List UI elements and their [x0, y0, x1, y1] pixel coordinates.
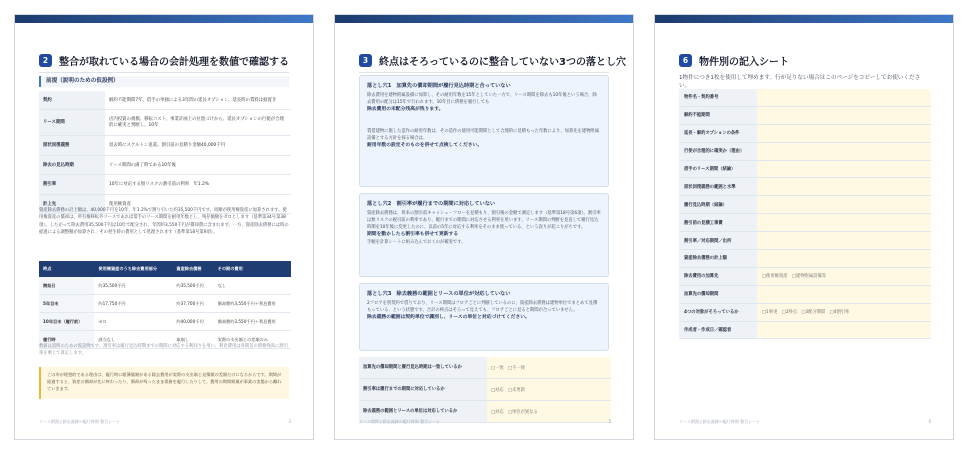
footnote: 数値は説明のための仮設例です。割引率は履行見込時期までの期間に対応する利回りを用い、利息費用は各期首の債務残高に割引率を乗じて算定します。 [39, 344, 288, 357]
form-row [679, 250, 931, 268]
checklist-row [359, 379, 611, 401]
title-divider [359, 72, 609, 73]
form-input-field[interactable] [757, 321, 931, 339]
form-label: 資産除去債務の計上額 [679, 250, 757, 268]
assumption-label: 計上先 [39, 194, 105, 213]
form-label: 割引率／対応期間／出所 [679, 232, 757, 250]
document-page-2 [334, 14, 634, 440]
table-cell: 約37,700千円 [172, 295, 213, 313]
assumption-value: 店内投資の規模、移転コスト、事業計画上の位置づけから、延長オプションの行使が合理的に確実と判断し、10年 [105, 109, 291, 135]
page-number: 5 [608, 419, 611, 424]
column-header: その期の費用 [214, 261, 291, 277]
form-row [679, 124, 931, 142]
table-cell: 10年目末（履行前） [39, 313, 94, 331]
form-row [679, 142, 931, 160]
assumption-value: 10年に対応する無リスクの割引前の利率 年1.2% [105, 174, 291, 194]
column-header: 時点 [39, 261, 94, 277]
assumption-table [39, 91, 291, 214]
form-row [679, 232, 931, 250]
form-input-field[interactable] [757, 196, 931, 214]
pitfall-emphasis: 除去義務の範囲は契約単位で識別し、リースの単位と対応づけてください。 [367, 315, 530, 320]
page-number: 3 [288, 419, 291, 424]
form-input-field[interactable]: □使用権資産 □建物附属設備等 [757, 267, 931, 285]
table-cell: 該当なし [94, 331, 172, 349]
form-label: 除去費用の加算先 [679, 267, 757, 285]
table-cell: ゼロ [94, 313, 172, 331]
pitfall-emphasis: 除去費用の未配分残高が残ります。 [367, 107, 444, 112]
pitfall-emphasis: 耐用年数の設定そのものを併せて点検してください。 [367, 143, 483, 148]
table-cell: 約17,750千円 [94, 295, 172, 313]
section-heading: 前提（説明のための仮設例） [39, 76, 289, 87]
page-title [359, 53, 626, 68]
table-cell: 履行時 [39, 331, 94, 349]
pitfall-text: 手順を計算シートに組み込んでおくのが確実です。 [367, 240, 466, 245]
checklist-answer-field[interactable]: □対応 □単位が異なる [487, 401, 611, 423]
form-label: 作成者・作成日／確認者 [679, 321, 757, 339]
page-title-text: 整合が取れている場合の会計処理を数値で確認する [59, 57, 289, 68]
form-label: 原状回復義務の範囲と水準 [679, 178, 757, 196]
pitfall-text: 資産除去債務は、将来の割引前キャッシュ・フローを見積もり、割引後の金額で測定します（基準第18号第6項）。割引率は無リスクの税引前の利率であり、履行までの期間に対応させる利率を用います。リース期間の判断を見直して履行見込時期を10年後に変更したのに、以前の5年に対応する利率をそのまま使っている、という誤りが起こりがちです。 [367, 211, 601, 230]
footer-text: リース期間と除去義務の履行時期 整合シート [39, 419, 121, 424]
pitfall-heading: 落とし穴3 除去義務の範囲とリースの単位が対応していない [367, 291, 511, 297]
form-label: 割引前の見積工事費 [679, 214, 757, 232]
assumption-row [39, 109, 291, 135]
table-row [39, 277, 291, 295]
table-cell: 開始日 [39, 277, 94, 295]
document-page-1 [14, 14, 314, 440]
page-footer [359, 419, 611, 425]
table-cell: 約35,500千円 [94, 277, 172, 295]
form-input-field[interactable] [757, 124, 931, 142]
comparison-table [39, 261, 291, 349]
page-header-bar [655, 15, 953, 23]
assumption-label: 割引率 [39, 174, 105, 194]
assumption-row [39, 174, 291, 194]
form-input-field[interactable] [757, 178, 931, 196]
form-row [679, 178, 931, 196]
form-label: 加算先の償却期間 [679, 285, 757, 303]
checklist-question: 除去義務の範囲とリースの単位は対応しているか [359, 401, 487, 423]
form-input-field[interactable] [757, 232, 931, 250]
checklist-row [359, 357, 611, 379]
form-label: 物件名・契約番号 [679, 89, 757, 106]
page-title-text: 終点はそろっているのに整合していない3つの落とし穴 [379, 57, 626, 68]
document-page-3 [654, 14, 954, 440]
assumption-value: 使用権資産 [105, 194, 291, 213]
column-header: 使用権資産のうち除去費用部分 [94, 261, 172, 277]
form-label: 4つの対象がそろっているか [679, 303, 757, 321]
page-footer [679, 419, 931, 425]
checklist-question: 割引率は履行までの期間に対応しているか [359, 379, 487, 401]
table-cell: なし [214, 277, 291, 295]
property-form-table [679, 89, 931, 339]
assumption-label: リース期間 [39, 109, 105, 135]
form-row [679, 89, 931, 106]
form-input-field[interactable] [757, 214, 931, 232]
form-row [679, 160, 931, 178]
page-title [679, 53, 943, 68]
pitfall-text: 賃借建物に施した造作の耐用年数は、その造作の使用可能期間として合理的に見積もった年数により、加算先を建物附属設備とする方針を採る場合は、 [367, 129, 600, 141]
section-number-badge: 3 [359, 54, 372, 67]
assumption-label: 原状回復義務 [39, 135, 105, 155]
title-divider [39, 72, 289, 73]
form-input-field[interactable] [757, 285, 931, 303]
table-cell: 5年目末 [39, 295, 94, 313]
form-row [679, 303, 931, 321]
table-cell: 償却費約3,550千円＋利息費用 [214, 295, 291, 313]
form-row [679, 267, 931, 285]
table-row [39, 295, 291, 313]
table-cell: 取崩し [172, 331, 213, 349]
checklist-table [359, 357, 611, 423]
page-title-text: 物件別の記入シート [699, 57, 789, 68]
footer-text: リース期間と除去義務の履行時期 整合シート [679, 419, 761, 424]
form-row [679, 106, 931, 124]
page-number: 6 [928, 419, 931, 424]
section-number-badge: 2 [39, 54, 52, 67]
pitfall-card-2 [359, 193, 609, 277]
assumption-row [39, 155, 291, 174]
pitfall-card-1 [359, 75, 609, 187]
assumption-row [39, 91, 291, 109]
page-footer [39, 419, 291, 425]
form-label: 解約不能期間 [679, 106, 757, 124]
explanation-paragraph: 資産除去債務の計上額は、40,000千円を10年、年1.2%で割り引いた約35,500千円です。同額が使用権資産に加算されます。使用権資産の償却は、所有権移転外リースであれば借手のリース期間を耐用年数とし、残存価額をゼロとします（基準第34号第38項）。したがって除去費用35,500千円は10年で配分され、年間約3,550千円が償却費に含まれます。一方、資産除去債務には時の経過による調整額が加算され、その発生時の費用として処理されます（基準第18号第9項）。 [39, 208, 289, 235]
assumption-label: 契約 [39, 91, 105, 109]
checklist-answer-field[interactable]: □一致 □不一致 [487, 357, 611, 379]
checklist-question: 加算先の償却期間と履行見込時期は一致しているか [359, 357, 487, 379]
pitfall-heading: 落とし穴1 加算先の償却期間が履行見込時期と合っていない [367, 83, 511, 89]
form-input-field[interactable] [757, 106, 931, 124]
pitfall-text: 除去費用を建物附属設備に加算し、その耐用年数を15年としていた一方で、リース期間を除去も10年後という場合、除去費用の配分は15年で行われます。10年目に債務を履行しても [367, 93, 597, 105]
pitfall-heading: 落とし穴2 割引率が履行までの期間に対応していない [367, 201, 496, 207]
assumption-row [39, 135, 291, 155]
form-label: 借手のリース期間（結論） [679, 160, 757, 178]
assumption-value: 退去時にスケルトン返還。割引前の見積り金額40,000千円 [105, 135, 291, 155]
page-subtitle: 1物件につき1枚を使用して埋めます。行が足りない場合はこのページをコピーしてお使いください。 [679, 75, 921, 89]
form-row [679, 285, 931, 303]
table-cell: 約40,000千円 [172, 313, 213, 331]
table-cell: 実際の支出額との差額のみ [214, 331, 291, 349]
form-input-field[interactable] [757, 142, 931, 160]
checklist-answer-field[interactable]: □対応 □未更新 [487, 379, 611, 401]
pitfall-text: 2フロアを別契約で借りており、リース期間はフロアごとに判断しているのに、資産除去債務は建物単位でまとめて見積もっている、という状態です。合計の終点はそろって見えても、フロアごとに見ると期間が合っていません。 [367, 301, 598, 313]
section-number-badge: 6 [679, 54, 692, 67]
footer-text: リース期間と除去義務の履行時期 整合シート [359, 419, 441, 424]
table-cell: 約35,500千円 [172, 277, 213, 295]
form-row [679, 214, 931, 232]
assumption-value: リース期間の満了時である10年後 [105, 155, 291, 174]
column-header: 資産除去債務 [172, 261, 213, 277]
callout-note: この形が理想的である理由は、履行時に帳簿価額がある除去費用が実際の支出額と見積額の差額だけになるからです。期間が経過すると、資産の償却が先に終わったり、償却が残ったまま債務を履行したりして、費用の期間帰属が事業の実態から離れていきます。 [39, 367, 289, 399]
page-header-bar [335, 15, 633, 23]
page-title [39, 53, 303, 68]
form-input-field[interactable] [757, 250, 931, 268]
page-header-bar [15, 15, 313, 23]
table-row [39, 313, 291, 331]
form-label: 行使が合理的に確実か（理由） [679, 142, 757, 160]
form-input-field[interactable]: □1事実 □2終点 □3配分期間 □4割引率 [757, 303, 931, 321]
form-row [679, 321, 931, 339]
table-cell: 償却費約3,550千円＋利息費用 [214, 313, 291, 331]
form-label: 延長・解約オプションの条件 [679, 124, 757, 142]
assumption-value: 解約不能期間7年。借手の単独による3年間の延長オプション。延長時の賃料は据置き [105, 91, 291, 109]
form-input-field[interactable] [757, 160, 931, 178]
form-row [679, 196, 931, 214]
form-input-field[interactable] [757, 89, 931, 106]
form-label: 履行見込時期（結論） [679, 196, 757, 214]
pitfall-emphasis: 期間を動かしたら割引率も併せて更新する [367, 232, 459, 237]
pitfall-card-3 [359, 283, 609, 351]
assumption-label: 除去の見込時期 [39, 155, 105, 174]
